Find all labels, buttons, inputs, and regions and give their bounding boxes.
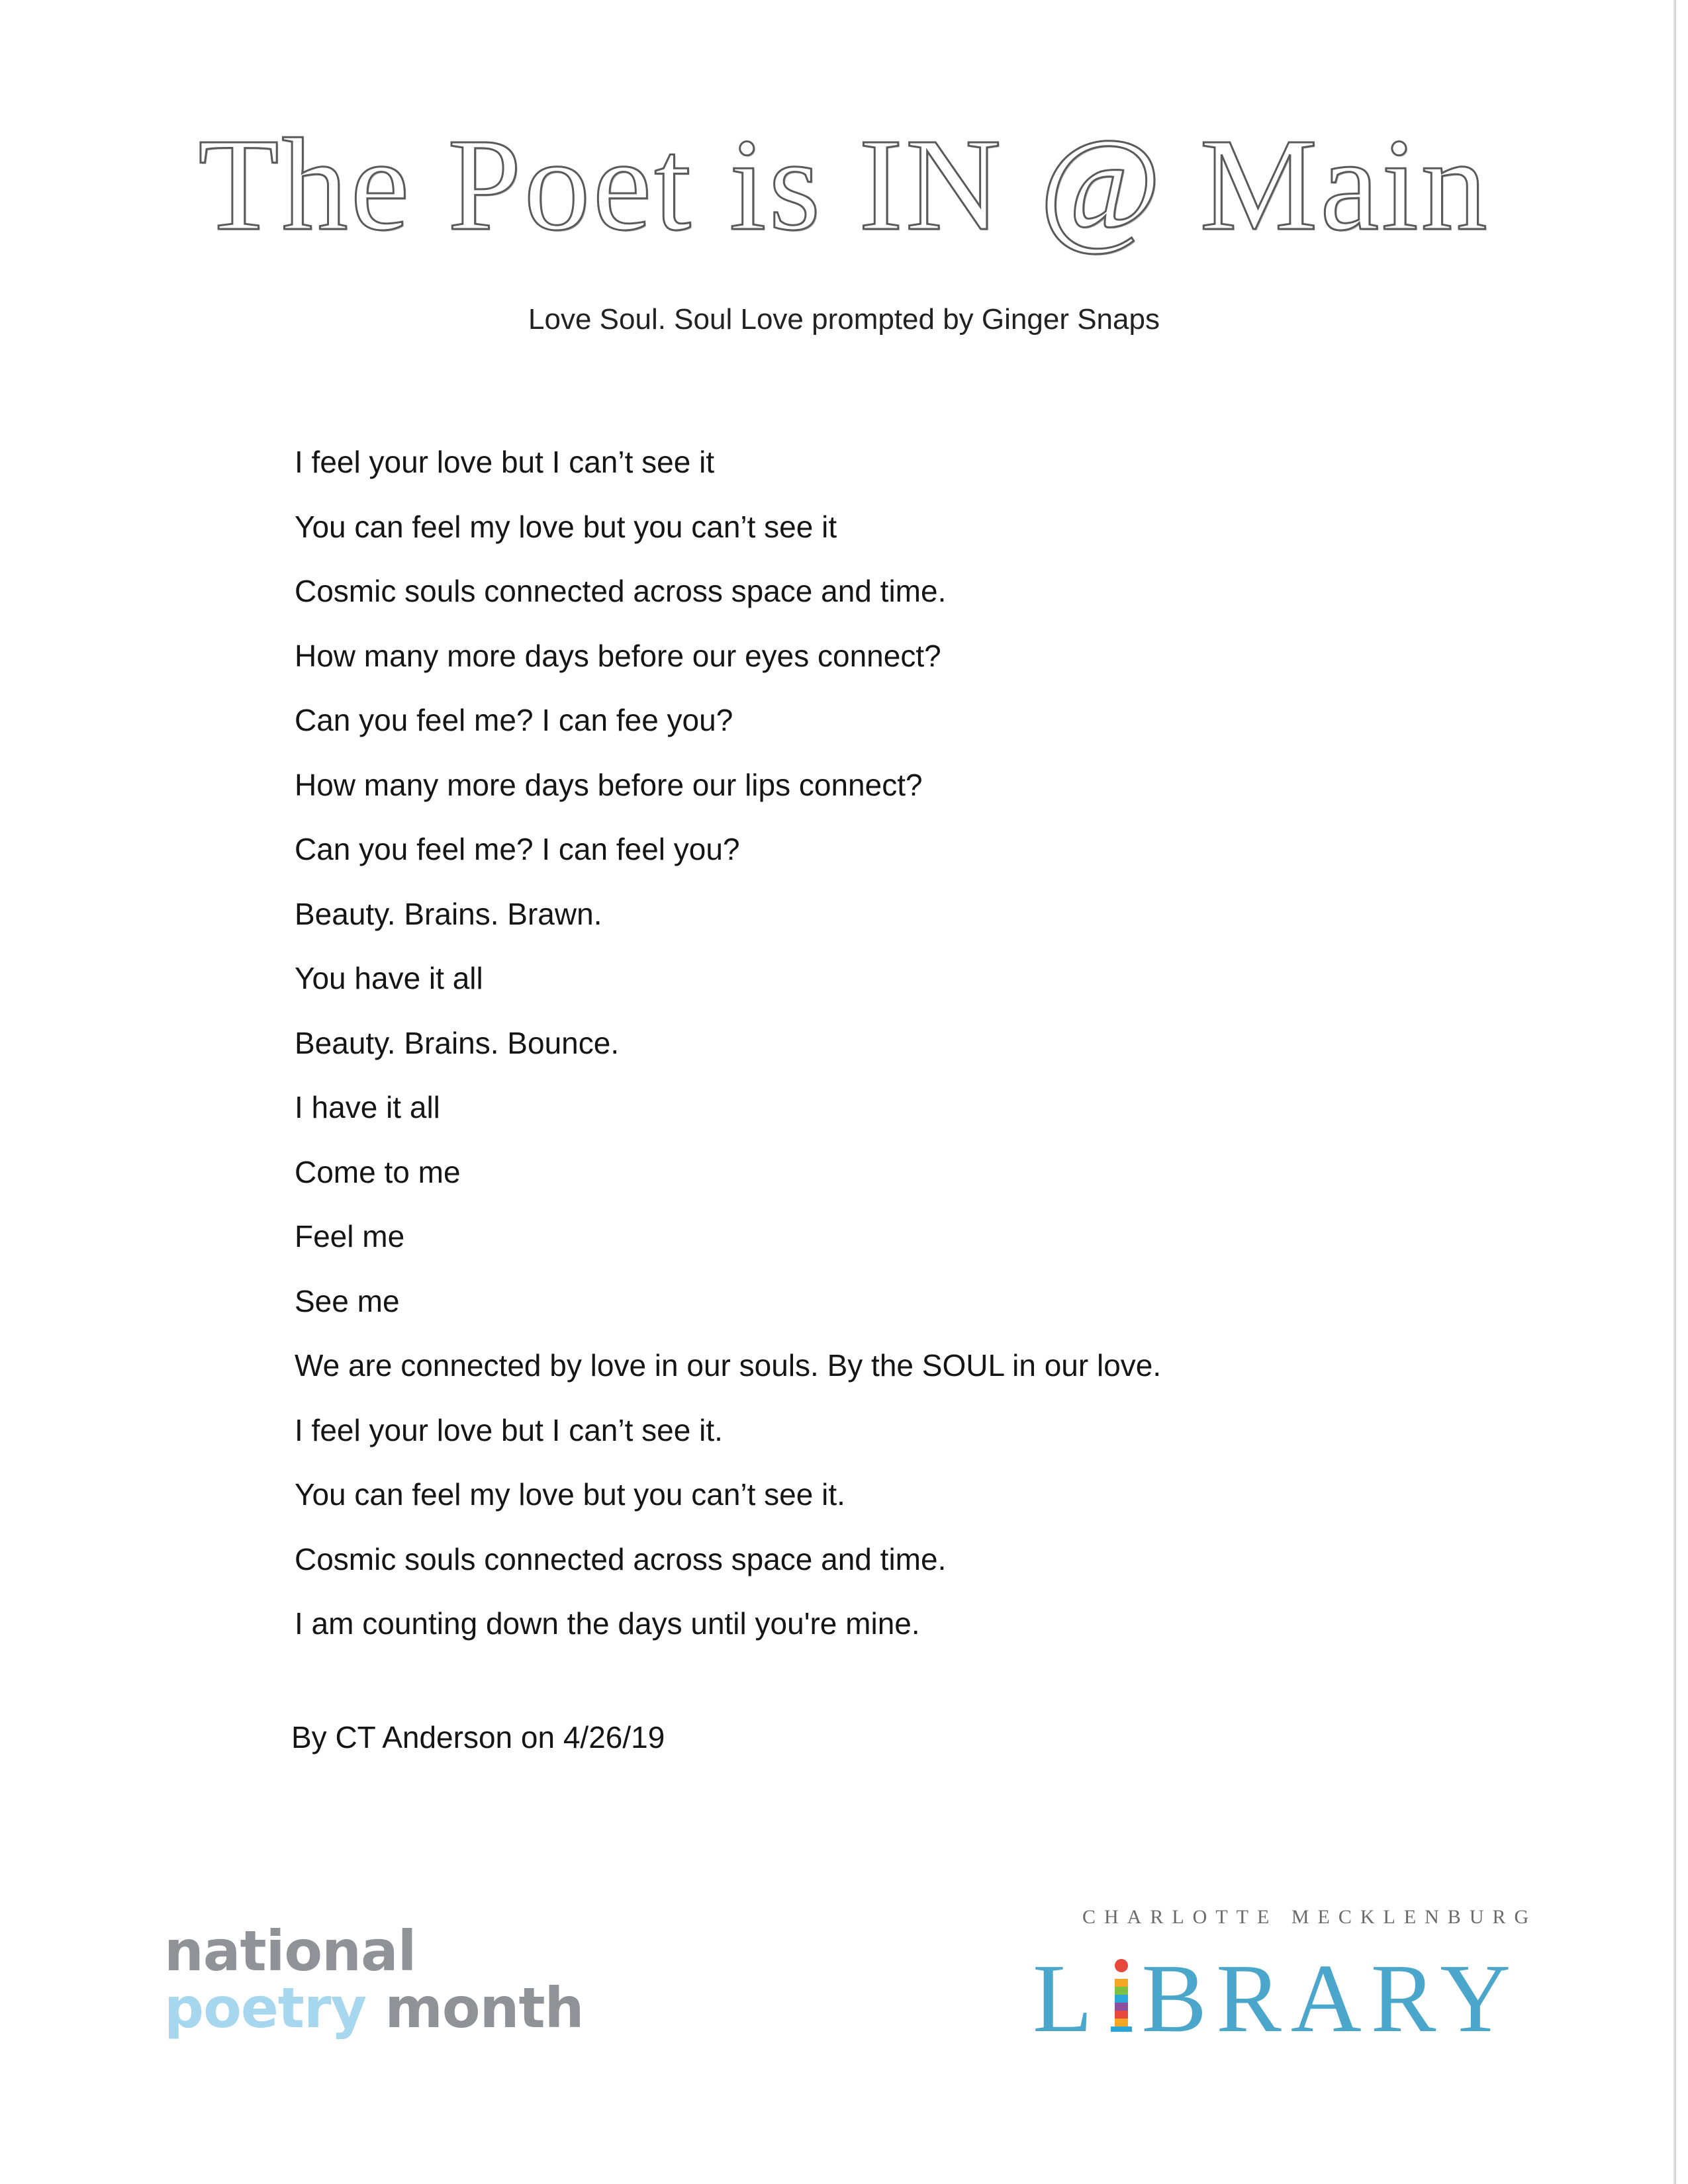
- library-logo-i-icon: [1102, 1952, 1141, 2045]
- poem-line: Come to me: [295, 1154, 461, 1189]
- poem-line: You can feel my love but you can’t see it: [295, 509, 837, 544]
- poem-line: How many more days before our eyes connect?: [295, 638, 941, 673]
- library-logo-l: L: [1033, 1944, 1102, 2053]
- poem-byline: By CT Anderson on 4/26/19: [291, 1720, 665, 1754]
- poem-line: Feel me: [295, 1219, 405, 1253]
- poem-line: Cosmic souls connected across space and time.: [295, 1541, 947, 1576]
- poem-line: How many more days before our lips connect?: [295, 767, 923, 802]
- poem-line: You have it all: [295, 961, 483, 995]
- npm-poetry: poetry: [164, 1976, 367, 2040]
- poem-line: Can you feel me? I can fee you?: [295, 703, 733, 737]
- poem-line: I feel your love but I can’t see it: [295, 445, 715, 479]
- npm-month: month: [385, 1976, 584, 2040]
- poem-line: See me: [295, 1283, 400, 1318]
- library-logo-rest: BRARY: [1141, 1944, 1521, 2053]
- poem-line: I feel your love but I can’t see it.: [295, 1412, 723, 1447]
- poem-line: Beauty. Brains. Brawn.: [295, 896, 602, 931]
- poem-line: I am counting down the days until you're mine.: [295, 1606, 920, 1641]
- poem-subtitle: Love Soul. Soul Love prompted by Ginger Snaps: [528, 303, 1160, 336]
- poem-line: Can you feel me? I can feel you?: [295, 832, 740, 866]
- poem-line: Beauty. Brains. Bounce.: [295, 1025, 620, 1060]
- poem-line: I have it all: [295, 1090, 440, 1124]
- poem-body: [295, 430, 1161, 1657]
- poem-line: Cosmic souls connected across space and time.: [295, 574, 947, 608]
- library-logo-top: CHARLOTTE MECKLENBURG: [1082, 1906, 1538, 1928]
- library-logo: [1033, 1944, 1575, 2053]
- poem-line: We are connected by love in our souls. By the SOUL in our love.: [295, 1348, 1162, 1383]
- poem-line: You can feel my love but you can’t see it.: [295, 1477, 845, 1512]
- national-poetry-month-logo: [164, 1919, 584, 2040]
- npm-national: national: [164, 1919, 416, 1983]
- page-title: The Poet is IN @ Main: [198, 112, 1490, 258]
